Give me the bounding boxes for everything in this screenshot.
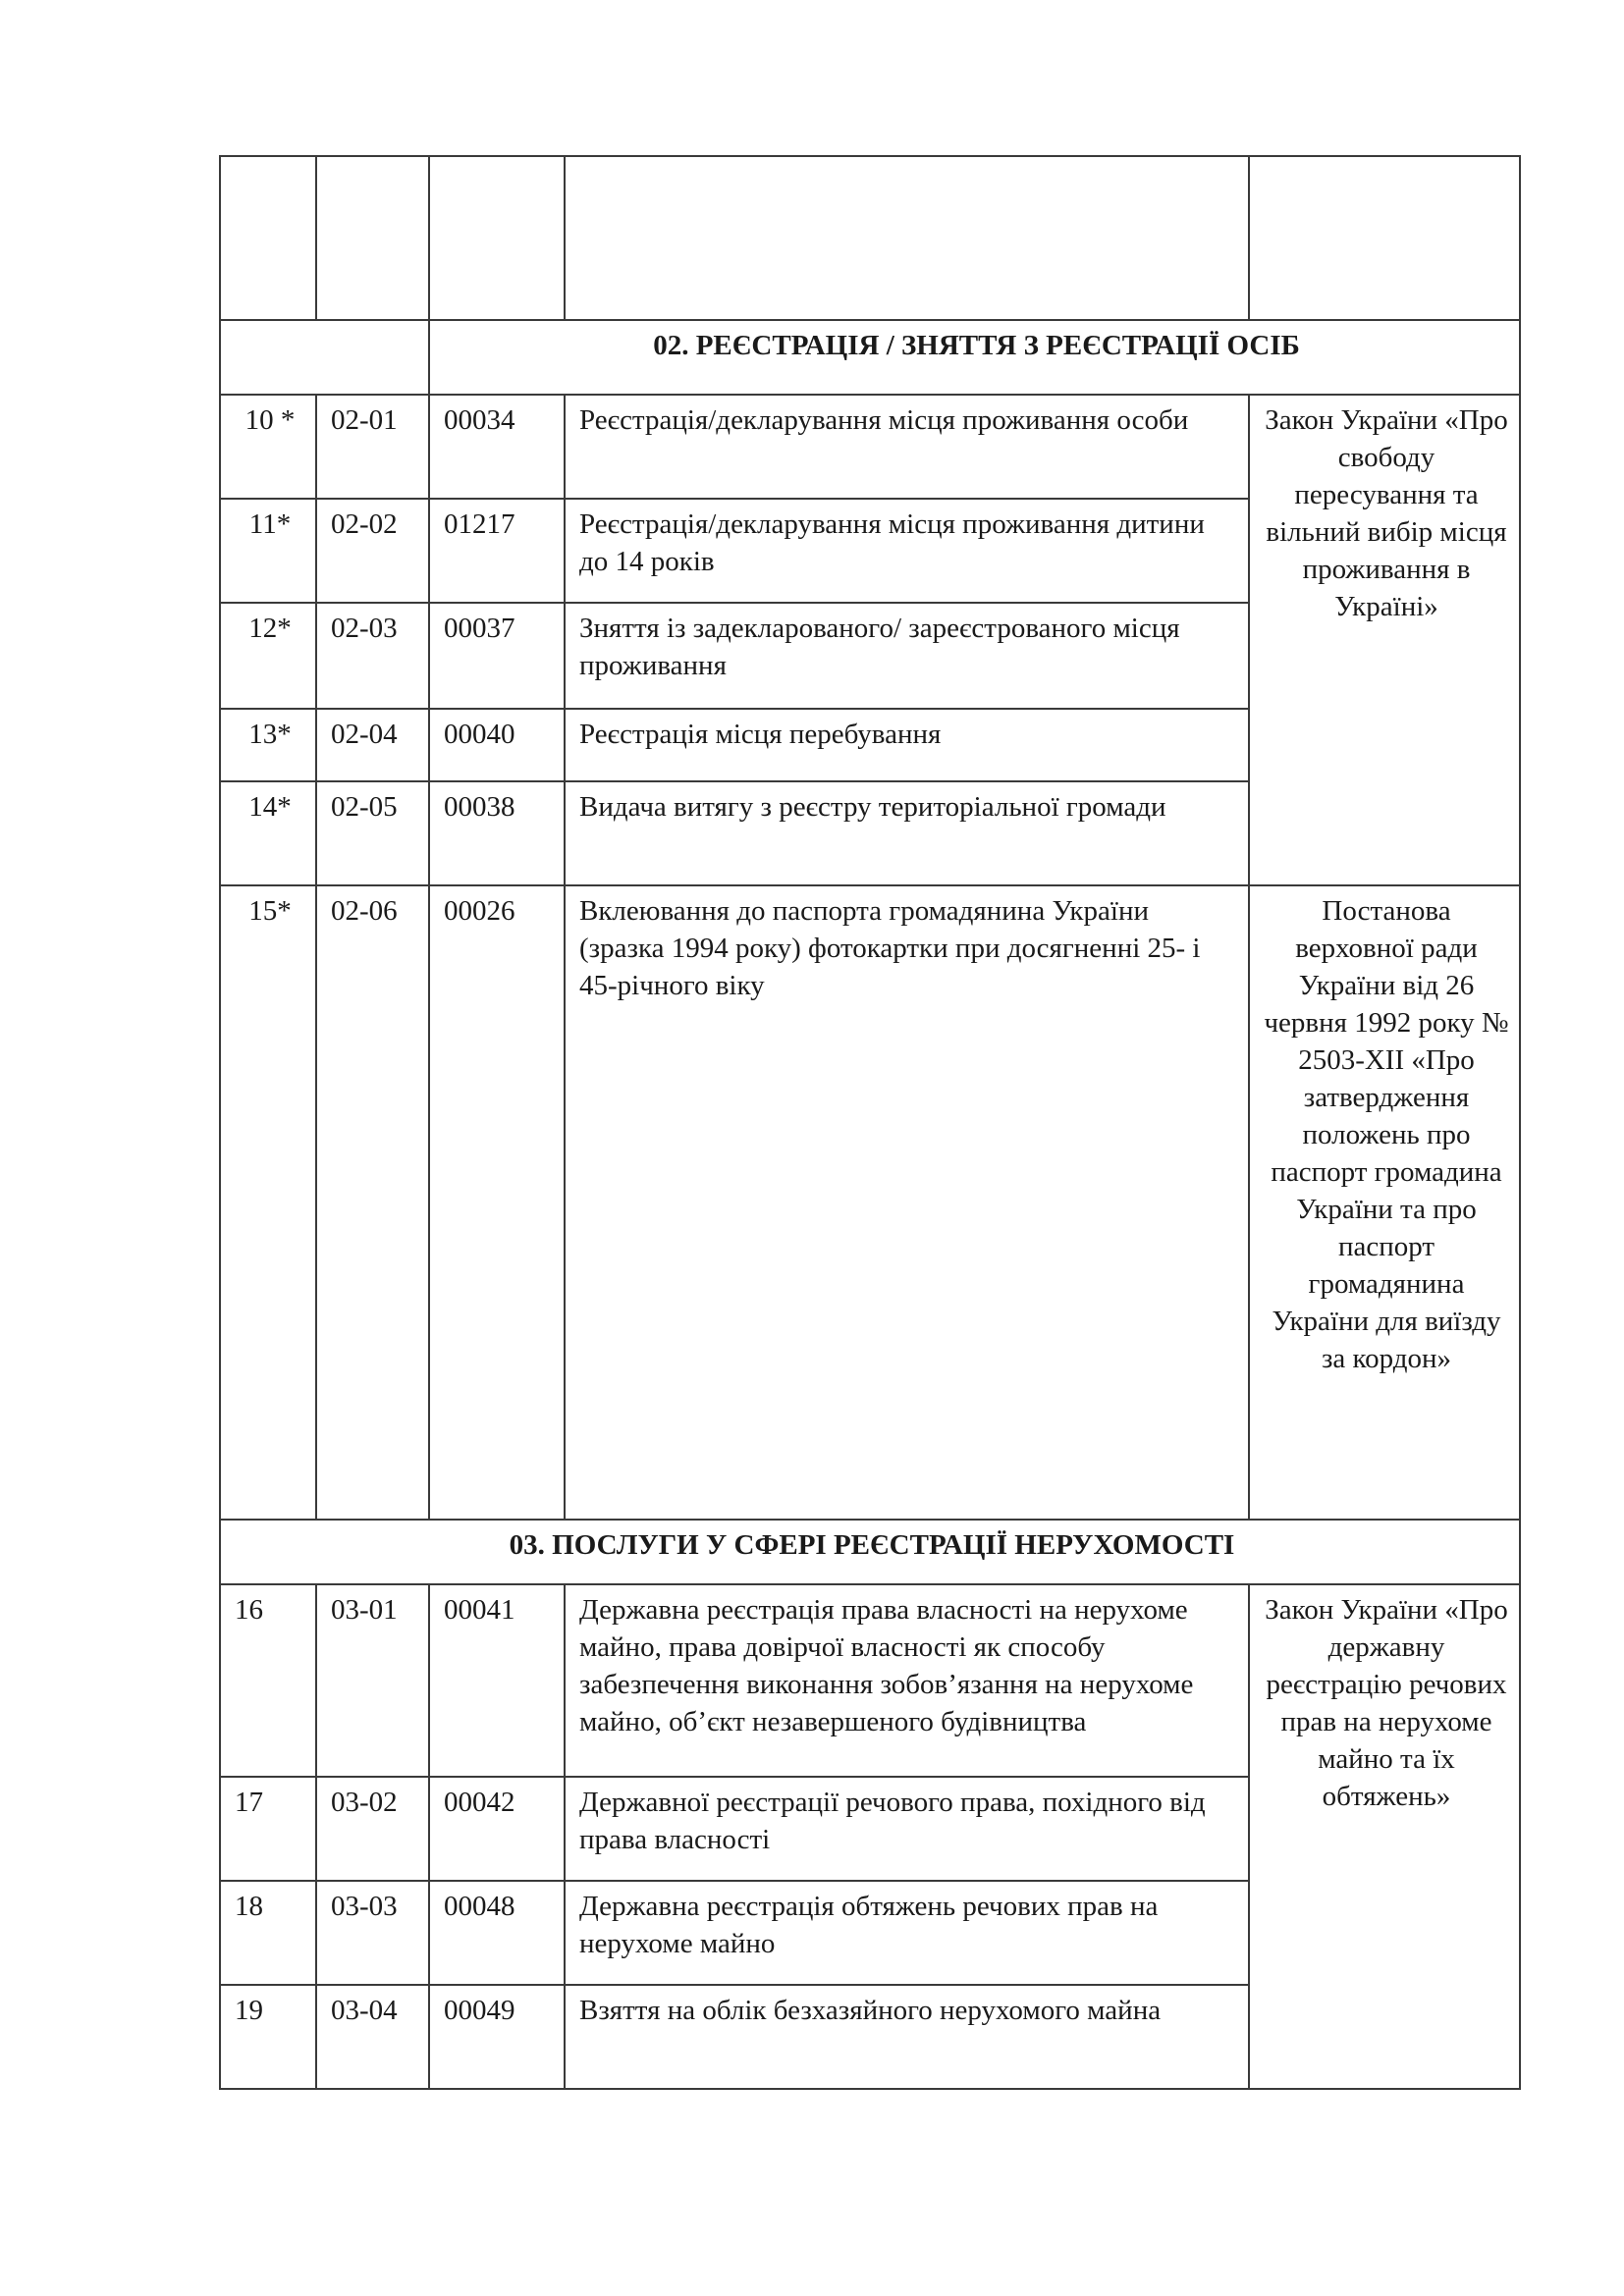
table-cell	[220, 320, 429, 395]
row-number: 18	[220, 1881, 316, 1985]
table-row	[220, 395, 1520, 499]
row-number: 16	[220, 1584, 316, 1777]
row-service-id: 00042	[429, 1777, 565, 1881]
row-number: 12*	[220, 603, 316, 709]
table-cell	[1249, 156, 1520, 320]
row-number: 10 *	[220, 395, 316, 499]
row-code: 03-02	[316, 1777, 429, 1881]
row-service-id: 00049	[429, 1985, 565, 2089]
section-header-row	[220, 1520, 1520, 1584]
row-code: 03-01	[316, 1584, 429, 1777]
row-code: 02-03	[316, 603, 429, 709]
row-service-id: 01217	[429, 499, 565, 603]
row-description: Державна реєстрація обтяжень речових прав на нерухоме майно	[565, 1881, 1249, 1985]
table-cell	[220, 156, 316, 320]
row-number: 15*	[220, 885, 316, 1520]
table-cell	[565, 156, 1249, 320]
row-number: 17	[220, 1777, 316, 1881]
row-code: 02-06	[316, 885, 429, 1520]
services-table	[219, 155, 1521, 2090]
row-service-id: 00048	[429, 1881, 565, 1985]
row-description: Реєстрація/декларування місця проживання дитини до 14 років	[565, 499, 1249, 603]
law-reference: Постанова верховної ради України від 26 червня 1992 року № 2503-XII «Про затвердження положень про паспорт громадина України та про паспорт громадянина України для виїзду за кордон»	[1249, 885, 1520, 1520]
row-code: 03-03	[316, 1881, 429, 1985]
row-service-id: 00041	[429, 1584, 565, 1777]
row-description: Взяття на облік безхазяйного нерухомого майна	[565, 1985, 1249, 2089]
section-header-row	[220, 320, 1520, 395]
row-service-id: 00034	[429, 395, 565, 499]
row-description: Вклеювання до паспорта громадянина України (зразка 1994 року) фотокартки при досягненні 25- і 45-річного віку	[565, 885, 1249, 1520]
row-code: 02-05	[316, 781, 429, 885]
table-cell	[316, 156, 429, 320]
row-code: 02-04	[316, 709, 429, 781]
section-03-title: 03. ПОСЛУГИ У СФЕРІ РЕЄСТРАЦІЇ НЕРУХОМОСТІ	[220, 1520, 1520, 1584]
table-row	[220, 885, 1520, 1520]
row-number: 13*	[220, 709, 316, 781]
row-number: 14*	[220, 781, 316, 885]
row-code: 02-01	[316, 395, 429, 499]
row-description: Державна реєстрація права власності на нерухоме майно, права довірчої власності як способу забезпечення виконання зобов’язання на нерухоме майно, об’єкт незавершеного будівництва	[565, 1584, 1249, 1777]
row-number: 19	[220, 1985, 316, 2089]
row-service-id: 00026	[429, 885, 565, 1520]
row-description: Реєстрація/декларування місця проживання особи	[565, 395, 1249, 499]
table-cell	[429, 156, 565, 320]
law-reference: Закон України «Про державну реєстрацію речових прав на нерухоме майно та їх обтяжень»	[1249, 1584, 1520, 2089]
row-description: Реєстрація місця перебування	[565, 709, 1249, 781]
row-code: 03-04	[316, 1985, 429, 2089]
table-row-top-continuation	[220, 156, 1520, 320]
row-service-id: 00040	[429, 709, 565, 781]
table-row	[220, 1584, 1520, 1777]
row-description: Державної реєстрації речового права, похідного від права власності	[565, 1777, 1249, 1881]
row-description: Видача витягу з реєстру територіальної громади	[565, 781, 1249, 885]
row-description: Зняття із задекларованого/ зареєстрованого місця проживання	[565, 603, 1249, 709]
row-service-id: 00038	[429, 781, 565, 885]
law-reference: Закон України «Про свободу пересування та вільний вибір місця проживання в Україні»	[1249, 395, 1520, 885]
section-02-title: 02. РЕЄСТРАЦІЯ / ЗНЯТТЯ З РЕЄСТРАЦІЇ ОСІБ	[429, 320, 1520, 395]
row-code: 02-02	[316, 499, 429, 603]
row-number: 11*	[220, 499, 316, 603]
row-service-id: 00037	[429, 603, 565, 709]
